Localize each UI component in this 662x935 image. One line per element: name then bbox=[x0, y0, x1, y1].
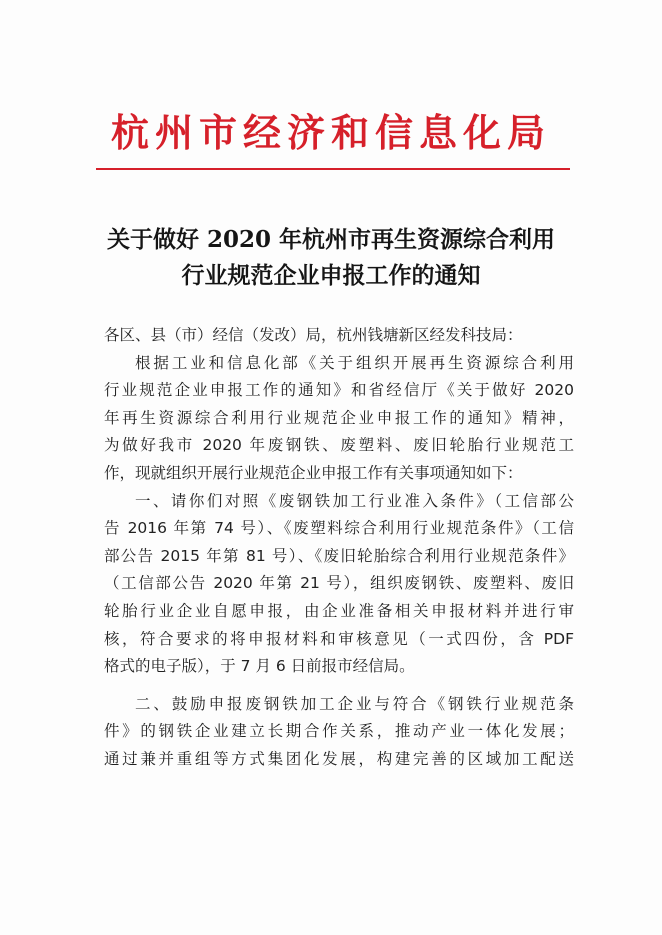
paragraph-line: 根据工业和信息化部《关于组织开展再生资源综合利用 bbox=[135, 353, 574, 372]
paragraph-line: 行业规范企业申报工作的通知》和省经信厅《关于做好 2020 bbox=[104, 381, 574, 400]
paragraph-line: 格式的电子版），于 7 月 6 日前报市经信局。 bbox=[104, 657, 415, 676]
document-title-line: 行业规范企业申报工作的通知 bbox=[181, 262, 481, 289]
paragraph-line: 为做好我市 2020 年废钢铁、废塑料、废旧轮胎行业规范工 bbox=[104, 436, 574, 455]
paragraph-line: 作，现就组织开展行业规范企业申报工作有关事项通知如下： bbox=[104, 463, 523, 482]
paragraph-line: 件》的钢铁企业建立长期合作关系，推动产业一体化发展； bbox=[104, 722, 574, 741]
paragraph-2 bbox=[104, 488, 574, 681]
paragraph-line: 通过兼并重组等方式集团化发展，构建完善的区域加工配送 bbox=[104, 749, 574, 768]
paragraph-line: 二、鼓励申报废钢铁加工企业与符合《钢铁行业规范条 bbox=[135, 694, 574, 713]
document-title bbox=[0, 222, 662, 294]
paragraph-line: 年再生资源综合利用行业规范企业申报工作的通知》精神， bbox=[104, 408, 574, 427]
paragraph-line: 告 2016 年第 74 号）、《废塑料综合利用行业规范条件》（工信 bbox=[104, 519, 574, 538]
paragraph-3 bbox=[104, 691, 574, 774]
issuing-authority-header: 杭州市经济和信息化局 bbox=[110, 110, 551, 155]
paragraph-line: 一、请你们对照《废钢铁加工行业准入条件》（工信部公 bbox=[135, 491, 574, 510]
paragraph-1 bbox=[104, 350, 574, 488]
salutation: 各区、县（市）经信（发改）局，杭州钱塘新区经发科技局： bbox=[104, 326, 523, 344]
document-title-line: 关于做好 2020 年杭州市再生资源综合利用 bbox=[106, 226, 556, 253]
paragraph-line: （工信部公告 2020 年第 21 号），组织废钢铁、废塑料、废旧 bbox=[104, 574, 574, 593]
paragraph-line: 核，符合要求的将申报材料和审核意见（一式四份，含 PDF bbox=[104, 629, 574, 648]
red-header-rule bbox=[96, 168, 570, 170]
paragraph-line: 轮胎行业企业自愿申报，由企业准备相关申报材料并进行审 bbox=[104, 601, 574, 620]
paragraph-line: 部公告 2015 年第 81 号）、《废旧轮胎综合利用行业规范条件》 bbox=[104, 546, 574, 565]
document-body bbox=[104, 322, 574, 774]
